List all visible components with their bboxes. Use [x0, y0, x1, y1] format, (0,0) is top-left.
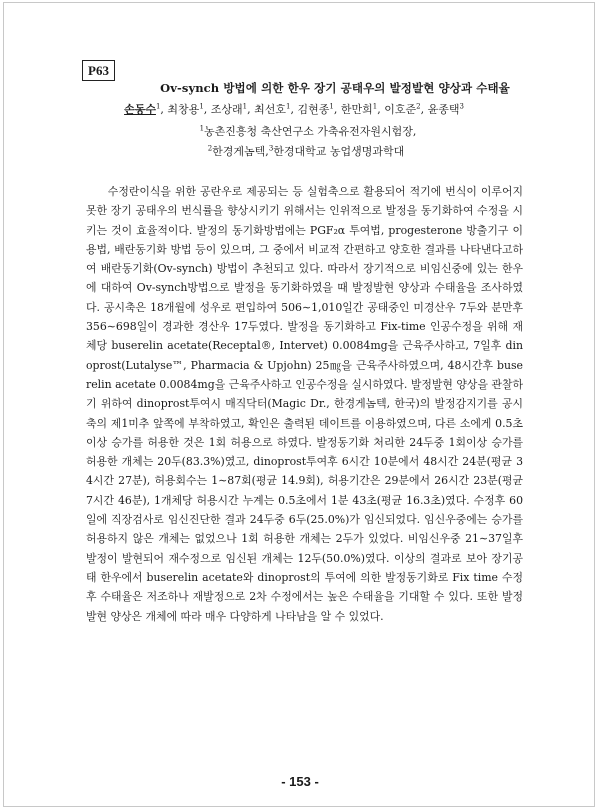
affiliation-text: 한경대학교 농업생명과학대 [273, 145, 405, 158]
affiliation-marker: 3 [268, 144, 274, 153]
affiliation-text: 한경게놈텍, [212, 145, 269, 158]
author-name: 한만희 [340, 103, 373, 116]
paper-title: Ov-synch 방법에 의한 한우 장기 공태우의 발정발현 양상과 수태율 [160, 81, 510, 95]
author-line: 손동수$^1$, 최창용$^1$, 조상래$^1$, 최선호$^1$, 김현종$^1$, 한만희$^1$, 이호준$^2$, 윤종택$^3$ [124, 102, 464, 116]
affiliation-marker: 2 [416, 102, 421, 111]
abstract-body: 수정란이식을 위한 공란우로 제공되는 등 실험축으로 활용되어 적기에 번식이 이루어지 못한 장기 공태우의 번식률을 향상시키기 위해서는 인위적으로 발정을 동기화하여 수정을 시키는 것이 효율적이다. 발정의 동기화방법에는 PGF₂α 투여법, progesterone 방출기구 이용법, 배란동기화 방법 등이 있으며, 그 중에서 비교적 간편하고 양호한 결과를 나타낸다고하여 배란동기화(Ov-synch) 방법이 추천되고 있다. 따라서 장기적으로 비임신중에 있는 한우에 대하여 Ov-synch방법으로 발정을 동기화하였을 때 발정발현 양상과 수태율을 조사하였다. 공시축은 18개월에 성우로 편입하여 506∼1,010일간 공태중인 미경산우 7두와 분만후 356∼698일이 경과한 경산우 17두였다. 발정을 동기화하고 Fix-time 인공수정을 위해 재체당 buserelin acetate(Receptal®, Intervet) 0.0084mg을 근육주사하고, 7일후 dinoprost(Lutalyse™, Pharmacia & Upjohn) 25㎎을 근육주사하였으며, 48시간후 buserelin acetate 0.0084mg을 근육주사하고 인공수정을 실시하였다. 발정발현 양상을 관찰하기 위하여 dinoprost투여시 매직닥터(Magic Dr., 한경게놈텍, 한국)의 발정감지기를 공시축의 제1미추 앞쪽에 부착하였고, 확인은 출력된 데이트를 이용하였으며, 다른 소에게 0.5초 이상 승가를 허용한 것은 1회 허용으로 하였다. 발정동기화 처리한 24두중 1회이상 승가를 허용한 개체는 20두(83.3%)였고, dinoprost투여후 6시간 10분에서 48시간 24분(평균 34시간 27분), 허용회수는 1∼87회(평균 14.9회), 허용기간은 29분에서 26시간 23분(평균 7시간 46분), 1개체당 허용시간 누계는 0.5초에서 1분 43초(평균 16.3초)였다. 수정후 60일에 직장검사로 임신진단한 결과 24두중 6두(25.0%)가 임신되었다. 임신우중에는 승가를 허용하지 않은 개체는 없었으나 1회 허용한 개체는 2두가 있었다. 비임신우중 21∼37일후 발정이 발현되어 재수정으로 임신된 개체는 12두(50.0%)였다. 이상의 결과로 보아 장기공태 한우에서 buserelin acetate와 dinoprost의 투여에 의한 발정동기화로 Fix time 수정후 수태율은 저조하나 재발정으로 2차 수정에서는 높은 수태율을 기대할 수 있다. 또한 발정발현 양상은 개체에 따라 매우 다양하게 나타남을 알 수 있었다. [86, 185, 523, 623]
author-name: 최선호 [254, 103, 287, 116]
affiliation-marker: 3 [459, 102, 464, 111]
presenting-author: 손동수 [124, 103, 156, 116]
author-name: 이호준 [384, 103, 417, 116]
affiliation-marker: 2 [207, 144, 213, 153]
author-name: 윤종택 [427, 103, 460, 116]
author-name: 김현종 [297, 103, 330, 116]
poster-number-tag: P63 [82, 60, 115, 81]
affiliation-marker: 1 [199, 102, 204, 111]
affiliation-line-1 [98, 123, 518, 139]
affiliation-marker: 1 [242, 102, 248, 111]
page-number: - 153 - [281, 774, 319, 789]
affiliation-marker: 1 [199, 124, 205, 133]
affiliation-line-2 [96, 143, 516, 159]
affiliation-marker: 1 [329, 102, 334, 111]
affiliation-marker: 1 [155, 102, 161, 111]
author-name: 조상래 [210, 103, 243, 116]
affiliation-marker: 1 [286, 102, 291, 111]
author-name: 최창용 [167, 103, 200, 116]
affiliation-marker: 1 [372, 102, 378, 111]
affiliation-text: 농촌진흥청 축산연구소 가축유전자원시험장, [204, 125, 417, 138]
